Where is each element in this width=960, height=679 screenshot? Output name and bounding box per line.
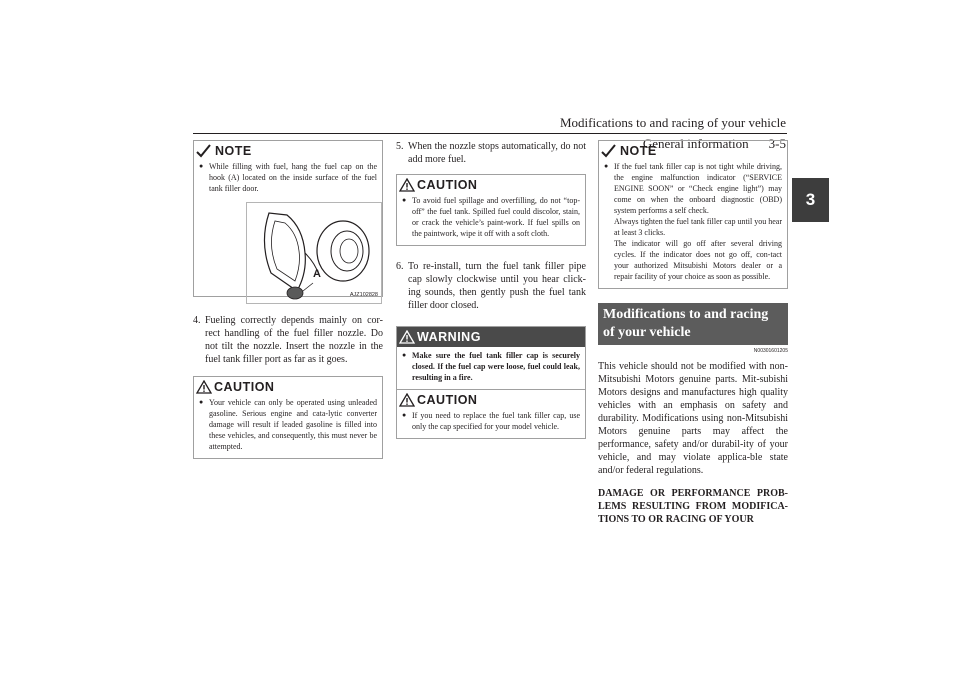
section-title: Modifications to and racing of your vehicle [598,303,788,345]
body-paragraph: This vehicle should not be modified with non-Mitsubishi Motors genuine parts. Mit-subishi Motors designs and manufactures high quality vehicles with an emphasis on safety and durability. Modifications using non-Mitsubishi Motors genuine parts may affect the performance, safety and/or durabil-ity of your vehicle, and may violate applica-ble state and/or federal regulations. [598,361,788,476]
column-2 [396,140,586,449]
chapter-tab: 3 [792,178,829,222]
caution-label: CAUTION [417,178,478,192]
bullet-icon: ● [604,162,609,170]
header-rule [193,133,787,134]
caution-header [194,377,382,397]
pen-check-icon [196,144,212,158]
note-header [599,141,787,161]
page-header-title: Modifications to and racing of your vehicle [560,115,786,130]
caution-box [396,174,586,246]
bullet-icon: ● [199,162,204,170]
warning-label: WARNING [417,330,481,344]
step-6: 6. To re-install, turn the fuel tank filler pipe cap slowly clockwise until you hear click-ing sounds, then gently push the fuel tank filler door closed. [396,261,586,311]
list-item: ● If the fuel tank filler cap is not tight while driving, the engine malfunction indicator (“SERVICE ENGINE SOON” or “Check engine light”) may come on when the onboard diagnostic (OBD) system performs a self check. Always tighten the fuel tank filler cap until you hear at least 3 clicks. The indicator will go off after several driving cycles. If the indicator does not go off, con-tact your authorized Mitsubishi Motors dealer or a repair facility of your choice as soon as possible. [604,162,782,281]
bullet-icon: ● [402,196,407,204]
section-code: N00301601205 [753,348,788,354]
warning-triangle-icon [399,330,415,344]
figure-code: AJZ102828 [349,292,378,298]
warning-triangle-icon [399,178,415,192]
caution-label: CAUTION [417,393,478,407]
note-label: NOTE [620,144,657,158]
caution-header [397,390,585,410]
caution-header [397,175,585,195]
bullet-icon: ● [402,411,407,419]
note-label: NOTE [215,144,252,158]
column-1 [193,140,383,469]
caution-body [397,410,585,438]
figure-callout-a: A [313,268,321,280]
caution-body [397,195,585,245]
caps-heading: DAMAGE OR PERFORMANCE PROB-LEMS RESULTING FROM MODIFICA-TIONS TO OR RACING OF YOUR [598,488,788,525]
column-3 [598,140,788,526]
caution-label: CAUTION [214,380,275,394]
pen-check-icon [601,144,617,158]
list-item: ● To avoid fuel spillage and overfilling, do not “top-off” the fuel tank. Spilled fuel could discolor, stain, or crack the vehicle’s paint-work. If fuel spills on the paintwork, wipe it off with a soft cloth. [402,196,580,238]
note-box [193,140,383,297]
note-body [194,161,382,310]
warning-triangle-icon [196,380,212,394]
warning-box [396,326,586,390]
bullet-icon: ● [199,398,204,406]
list-item: ● Make sure the fuel tank filler cap is securely closed. If the fuel cap were loose, fuel could leak, resulting in a fire. [402,351,580,382]
note-body [599,161,787,288]
caution-box [193,376,383,459]
list-item: ● While filling with fuel, hang the fuel cap on the hook (A) located on the inside surface of the fuel tank filler door. [199,162,377,193]
step-5: 5. When the nozzle stops automatically, do not add more fuel. [396,141,586,165]
warning-triangle-icon [399,393,415,407]
caution-body [194,397,382,458]
step-4: 4. Fueling correctly depends mainly on cor-rect handling of the fuel filler nozzle. Do not tilt the nozzle. Insert the nozzle in the fuel tank filler port as far as it goes. [193,315,383,365]
list-item: ● If you need to replace the fuel tank filler cap, use only the cap specified for your model vehicle. [402,411,580,431]
warning-header [397,327,585,347]
bullet-icon: ● [402,351,407,359]
note-box [598,140,788,289]
list-item: ● Your vehicle can only be operated using unleaded gasoline. Serious engine and cata-lytic converter damage will result if leaded gasoline is filled into these vehicles, and consequently, this must never be attempted. [199,398,377,451]
caution-box [396,390,586,439]
fuel-cap-figure [246,202,382,304]
section-name: General information [642,136,749,151]
fuel-door-illustration [247,203,381,303]
page-number: 3-5 [768,136,786,151]
warning-body [397,347,585,389]
note-header [194,141,382,161]
